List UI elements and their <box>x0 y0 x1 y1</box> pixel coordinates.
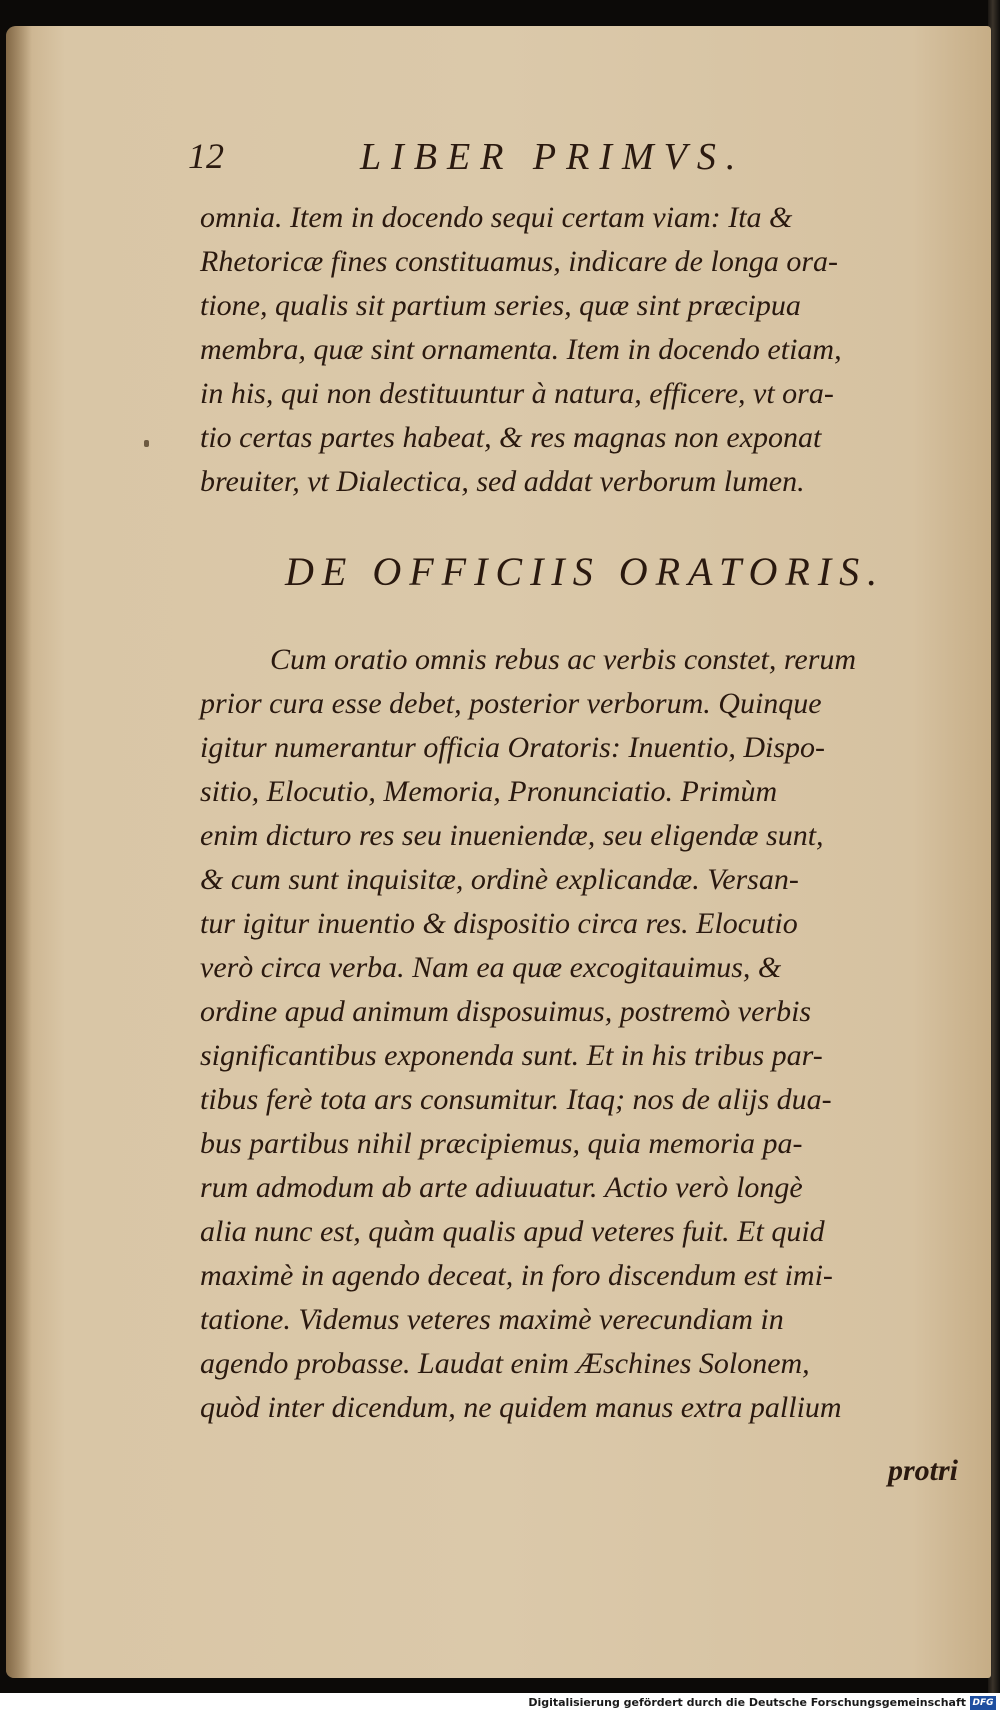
page-gutter-shadow <box>6 26 32 1678</box>
text-line: verò circa verba. Nam ea quæ excogitauimus, & <box>200 951 782 984</box>
paragraph-1 <box>200 196 970 504</box>
running-title: LIBER PRIMVS. <box>360 136 746 178</box>
text-line: igitur numerantur officia Oratoris: Inuentio, Dispo- <box>200 731 825 764</box>
funding-credit: Digitalisierung gefördert durch die Deutsche Forschungsgemeinschaft <box>528 1696 966 1709</box>
text-line: quòd inter dicendum, ne quidem manus extra pallium <box>200 1391 842 1424</box>
text-line: enim dicturo res seu inueniendæ, seu eligendæ sunt, <box>200 819 824 852</box>
page-number: 12 <box>188 136 224 176</box>
text-line: bus partibus nihil præcipiemus, quia memoria pa- <box>200 1127 803 1160</box>
text-line: membra, quæ sint ornamenta. Item in docendo etiam, <box>200 333 842 366</box>
text-line: breuiter, vt Dialectica, sed addat verborum lumen. <box>200 465 805 498</box>
margin-mark <box>144 440 149 447</box>
text-line: rum admodum ab arte adiuuatur. Actio verò longè <box>200 1171 803 1204</box>
text-line: alia nunc est, quàm qualis apud veteres fuit. Et quid <box>200 1215 825 1248</box>
text-line: maximè in agendo deceat, in foro discendum est imi- <box>200 1259 833 1292</box>
text-line: Rhetoricæ fines constituamus, indicare de longa ora- <box>200 245 838 278</box>
text-line: in his, qui non destituuntur à natura, efficere, vt ora- <box>200 377 834 410</box>
text-line: Cum oratio omnis rebus ac verbis constet, rerum <box>270 643 857 676</box>
text-line: tio certas partes habeat, & res magnas non exponat <box>200 421 822 454</box>
text-line: tur igitur inuentio & dispositio circa res. Elocutio <box>200 907 798 940</box>
text-line: significantibus exponenda sunt. Et in his tribus par- <box>200 1039 823 1072</box>
text-line: prior cura esse debet, posterior verborum. Quinque <box>200 687 822 720</box>
section-heading: DE OFFICIIS ORATORIS. <box>285 549 886 594</box>
text-line: tatione. Videmus veteres maximè verecundiam in <box>200 1303 784 1336</box>
catchword: protri <box>888 1454 959 1487</box>
text-line: sitio, Elocutio, Memoria, Pronunciatio. Primùm <box>200 775 778 808</box>
paragraph-2 <box>200 638 970 1430</box>
text-line: & cum sunt inquisitæ, ordinè explicandæ. Versan- <box>200 863 799 896</box>
text-line: agendo probasse. Laudat enim Æschines Solonem, <box>200 1347 810 1380</box>
text-line: tione, qualis sit partium series, quæ sint præcipua <box>200 289 801 322</box>
digitization-footer <box>0 1693 1000 1715</box>
dfg-logo[interactable]: DFG <box>970 1696 996 1710</box>
text-line: ordine apud animum disposuimus, postremò verbis <box>200 995 812 1028</box>
page-header <box>188 135 768 187</box>
text-line: omnia. Item in docendo sequi certam viam: Ita & <box>200 201 793 234</box>
text-line: tibus ferè tota ars consumitur. Itaq; nos de alijs dua- <box>200 1083 832 1116</box>
